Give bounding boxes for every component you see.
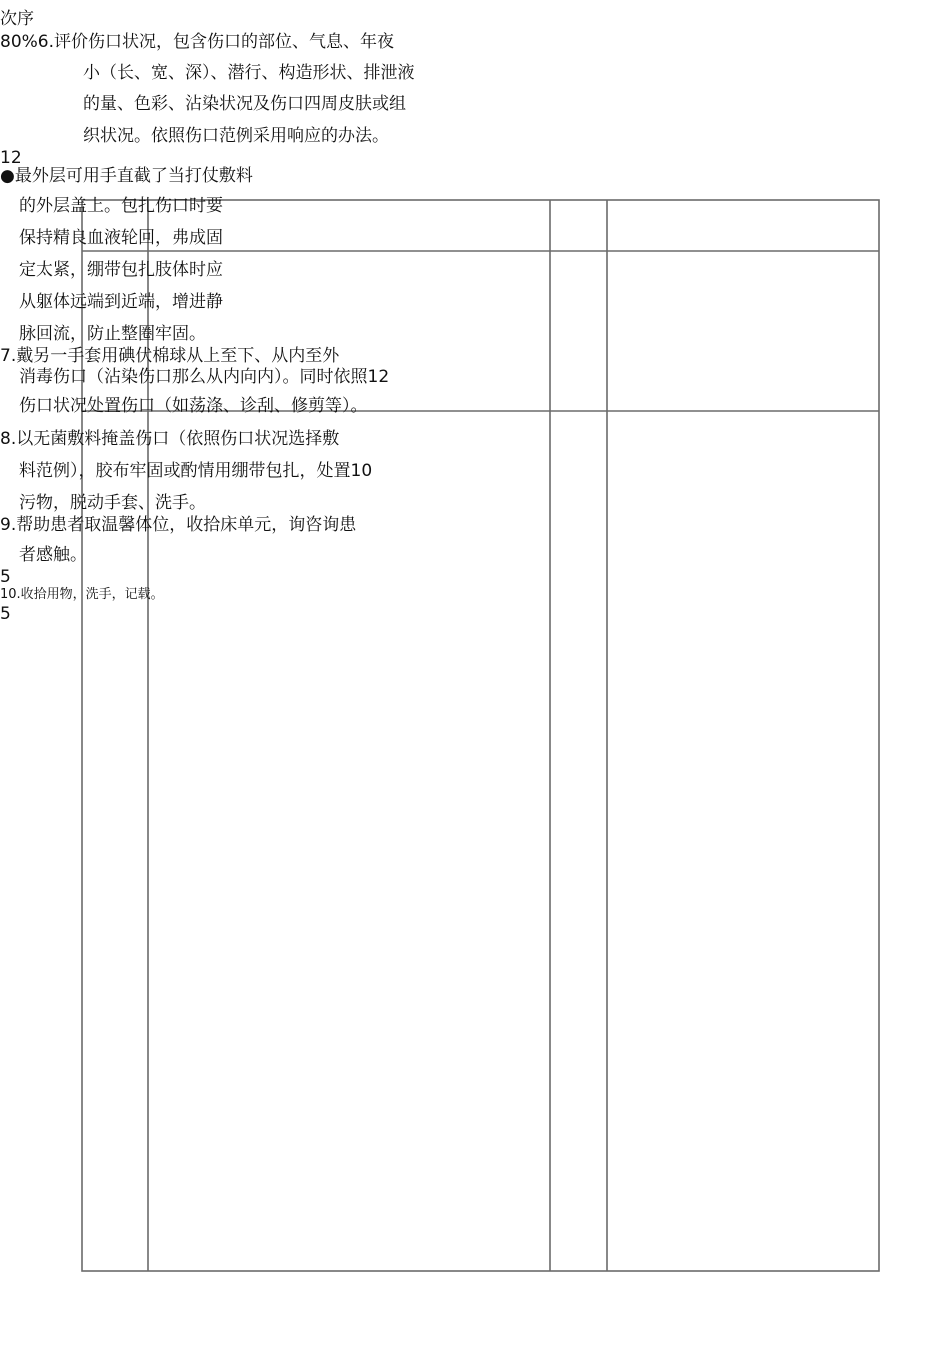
step-8-line-3: 污物，脱动手套、洗手。 [19, 493, 206, 513]
score-value: 12 [0, 148, 22, 168]
score-value: 5 [0, 604, 11, 624]
step-6-line-2: 小（长、宽、深）、潜行、构造形状、排泄液 [83, 63, 415, 83]
step-8-line-1: 8.以无菌敷料掩盖伤口（依照伤口状况选择敷 [0, 429, 340, 449]
note-line-5: 从躯体远端到近端，增进静 [19, 292, 223, 312]
step-10-line: 10.收拾用物，洗手，记载。 [0, 587, 164, 602]
note-line-2: 的外层盖上。包扎伤口时要 [19, 196, 223, 216]
note-line-1: ●最外层可用手直截了当打仗敷料 [0, 166, 253, 186]
step-8-line-2: 料范例），胶布牢固或酌情用绷带包扎，处置10 [19, 461, 373, 481]
score-value: 5 [0, 567, 11, 587]
step-6-line-3: 的量、色彩、沾染状况及伤口四周皮肤或组 [83, 94, 406, 114]
step-6-line-1: 80%6.评价伤口状况，包含伤口的部位、气息、年夜 [0, 32, 395, 52]
note-line-3: 保持精良血液轮回，弗成固 [19, 228, 223, 248]
note-line-6: 脉回流，防止整圈牢固。 [19, 324, 206, 344]
step-9-line-1: 9.帮助患者取温馨体位，收拾床单元，询咨询患 [0, 515, 357, 535]
step-7-line-1: 7.戴另一手套用碘伏棉球从上至下、从内至外 [0, 346, 340, 366]
step-9-line-2: 者感触。 [19, 545, 87, 565]
section-heading: 次序 [0, 9, 34, 29]
step-6-line-4: 织状况。依照伤口范例采用响应的办法。 [83, 126, 389, 146]
step-7-line-3: 伤口状况处置伤口（如荡涤、诊刮、修剪等）。 [19, 396, 368, 416]
note-line-4: 定太紧，绷带包扎肢体时应 [19, 260, 223, 280]
step-7-line-2: 消毒伤口（沾染伤口那么从内向内）。同时依照12 [19, 367, 390, 387]
